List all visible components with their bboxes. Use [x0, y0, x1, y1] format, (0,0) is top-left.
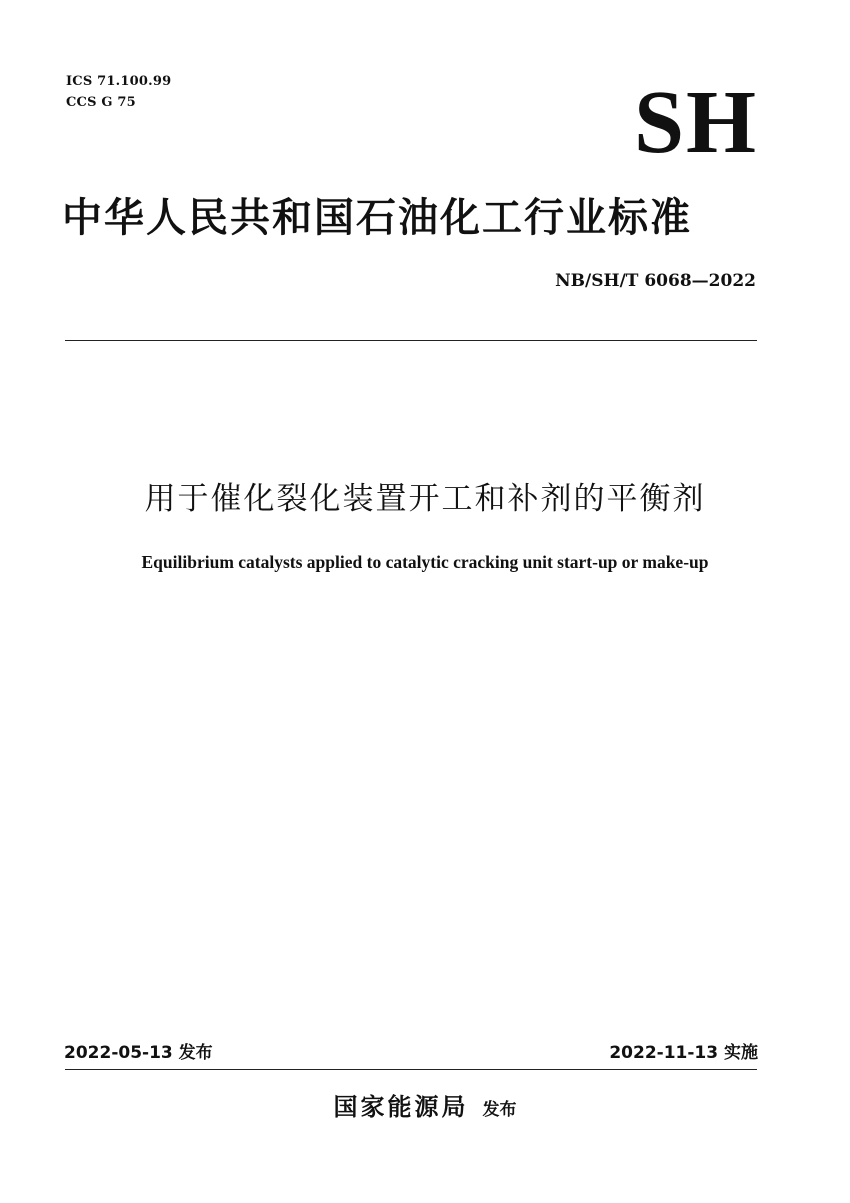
standard-number: NB/SH/T 6068—2022 [555, 271, 756, 291]
implementation-date: 2022-11-13 实施 [609, 1043, 758, 1063]
ics-code: ICS 71.100.99 [66, 74, 172, 89]
sh-logo: SH [633, 73, 758, 172]
publisher-action: 发布 [482, 1100, 517, 1120]
industry-standard-title: 中华人民共和国石油化工行业标准 [62, 195, 692, 241]
top-divider [65, 340, 757, 341]
publisher-name: 国家能源局 [333, 1093, 469, 1121]
chinese-document-title: 用于催化裂化装置开工和补剂的平衡剂 [144, 481, 706, 517]
issue-date: 2022-05-13 发布 [64, 1043, 213, 1063]
bottom-divider [65, 1069, 757, 1070]
publisher [0, 1090, 850, 1127]
ccs-code: CCS G 75 [66, 95, 136, 110]
english-document-title: Equilibrium catalysts applied to catalytic cracking unit start-up or make-up [141, 552, 709, 572]
